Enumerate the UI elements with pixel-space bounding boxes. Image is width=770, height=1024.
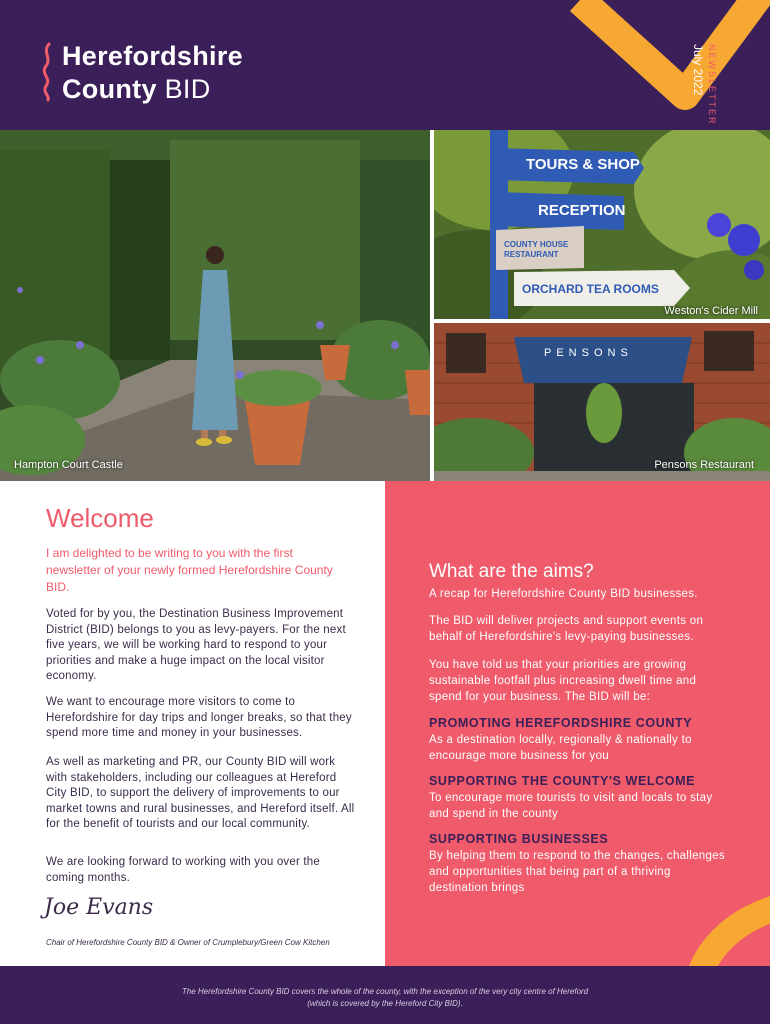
brand-logo bbox=[62, 40, 243, 106]
brand-line-2a: County bbox=[62, 74, 157, 104]
aims-heading: What are the aims? bbox=[429, 561, 594, 582]
issue-label bbox=[690, 44, 718, 126]
aim-text-welcome: To encourage more tourists to visit and locals to stay and spend in the county bbox=[429, 792, 713, 820]
sign-orchard-tea-rooms: ORCHARD TEA ROOMS bbox=[522, 282, 659, 296]
photo-pensons-restaurant bbox=[434, 323, 770, 481]
signature: Joe Evans bbox=[44, 895, 154, 920]
photo-caption-hampton: Hampton Court Castle bbox=[14, 459, 123, 471]
awning-text: PENSONS bbox=[544, 347, 633, 359]
welcome-section bbox=[0, 481, 385, 966]
aims-paragraph-2: You have told us that your priorities are growing sustainable footfall plus increasing dwell time and spend for your business. The BID will be: bbox=[429, 659, 697, 703]
photo-westons-cider-mill bbox=[434, 130, 770, 319]
aims-paragraph-1: The BID will deliver projects and support events on behalf of Herefordshire's levy-paying businesses. bbox=[429, 615, 704, 643]
brand-line-1: Herefordshire bbox=[62, 41, 243, 71]
footer bbox=[0, 966, 770, 1024]
footer-line-1: The Herefordshire County BID covers the whole of the county, with the exception of the very city centre of Hereford bbox=[181, 987, 589, 996]
footer-note bbox=[0, 986, 770, 1010]
photo-caption-westons: Weston's Cider Mill bbox=[664, 305, 758, 317]
signatory-title: Chair of Herefordshire County BID & Owner of Crumplebury/Green Cow Kitchen bbox=[46, 938, 330, 947]
welcome-paragraph-4: We are looking forward to working with you over the coming months. bbox=[46, 856, 320, 884]
sign-reception: RECEPTION bbox=[538, 202, 626, 219]
welcome-paragraph-2: We want to encourage more visitors to come to Herefordshire for day trips and longer breaks, so that they spend more time and money in your businesses. bbox=[46, 696, 352, 739]
chevron-decoration-icon bbox=[570, 0, 770, 130]
sign-county-house: COUNTY HOUSE RESTAURANT bbox=[504, 240, 569, 259]
welcome-paragraph-1: Voted for by you, the Destination Business Improvement District (BID) belongs to you as levy-payers. For the next five years, we will be working hard to respond to your priorities and make a huge impact on the local visitor economy. bbox=[46, 608, 346, 682]
aim-heading-promoting: PROMOTING HEREFORDSHIRE COUNTY bbox=[429, 716, 693, 730]
aims-recap: A recap for Herefordshire County BID businesses. bbox=[429, 588, 698, 600]
sign-tours-shop: TOURS & SHOP bbox=[526, 156, 640, 173]
logo-squiggle-icon bbox=[40, 42, 54, 102]
newsletter-label: NEWSLETTER bbox=[707, 44, 717, 126]
aim-text-businesses: By helping them to respond to the changes, challenges and opportunities that being part of a thriving destination brings bbox=[429, 850, 725, 894]
aim-text-promoting: As a destination locally, regionally & nationally to encourage more business for you bbox=[429, 734, 692, 762]
welcome-intro: I am delighted to be writing to you with the first newsletter of your newly formed Herefordshire County BID. bbox=[46, 546, 333, 594]
aims-section bbox=[385, 481, 770, 966]
photo-caption-pensons: Pensons Restaurant bbox=[654, 459, 754, 471]
masthead bbox=[0, 0, 770, 130]
aim-heading-welcome: SUPPORTING THE COUNTY'S WELCOME bbox=[429, 774, 696, 788]
welcome-paragraph-3: As well as marketing and PR, our County BID will work with stakeholders, including our colleagues at Hereford City BID, to support the delivery of improvements to our market towns and rural businesses, and Hereford itself. All for the benefit of tourists and our local community. bbox=[46, 756, 355, 830]
aim-heading-businesses: SUPPORTING BUSINESSES bbox=[429, 832, 609, 846]
footer-line-2: (which is covered by the Hereford City BID). bbox=[307, 999, 463, 1008]
photo-hampton-court bbox=[0, 130, 430, 481]
issue-date: July 2022 bbox=[691, 44, 705, 96]
brand-line-2b: BID bbox=[164, 74, 211, 104]
welcome-heading: Welcome bbox=[46, 503, 154, 533]
